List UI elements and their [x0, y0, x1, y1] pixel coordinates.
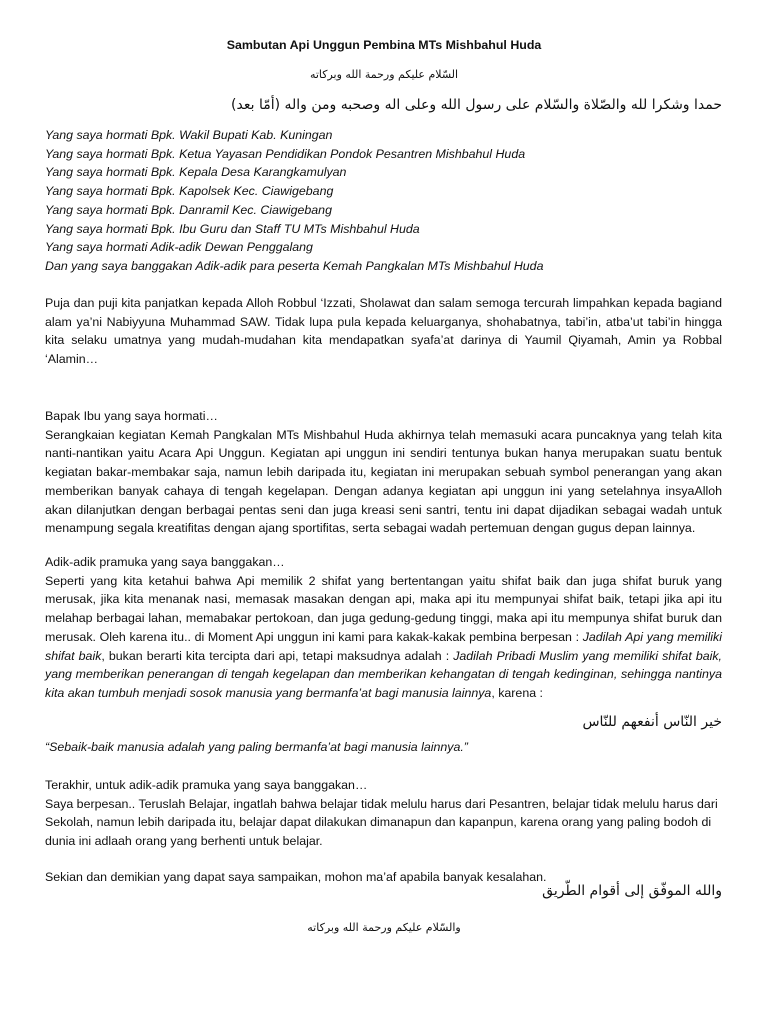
closing-line: Sekian dan demikian yang dapat saya sampaikan, mohon ma’af apabila banyak kesalahan. [45, 870, 547, 884]
greeting-line: Yang saya hormati Bpk. Wakil Bupati Kab. Kuningan [45, 128, 333, 142]
greeting-line: Yang saya hormati Bpk. Danramil Kec. Ciawigebang [45, 202, 332, 217]
greeting-line: Yang saya hormati Adik-adik Dewan Penggalang [45, 240, 313, 255]
section-terakhir [45, 776, 722, 851]
hadith-arabic: خير النّاس أنفعهم للنّاس [582, 714, 722, 730]
greeting-line: Yang saya hormati Bpk. Kapolsek Kec. Ciawigebang [45, 184, 334, 199]
text: , karena : [491, 685, 543, 700]
emphasis: Jadilah Api yang memiliki shifat baik [45, 629, 722, 663]
paragraph-puja: Puja dan puji kita panjatkan kepada Alloh Robbul ‘Izzati, Sholawat dan salam semoga tercurah limpahkan kepada bagiand alam ya’ni Nabiyyuna Muhammad SAW. Tidak lupa pula kepada keluarganya, shohabatnya, tabi’in, atba’ut tabi’in hingga kita selaku umatnya yang mudah-mudahan kita mendapatkan syafa’at darinya di Yaumil Qiyamah, Amin ya Robbal ‘Alamin… [45, 296, 722, 367]
section-heading: Adik-adik pramuka yang saya banggakan… [45, 555, 285, 569]
section-adik [45, 553, 722, 703]
section-heading: Bapak Ibu yang saya hormati… [45, 409, 218, 423]
greeting-line: Yang saya hormati Bpk. Ketua Yayasan Pendidikan Pondok Pesantren Mishbahul Huda [45, 146, 526, 161]
document-title: Sambutan Api Unggun Pembina MTs Mishbahul Huda [226, 38, 542, 52]
greetings-list [45, 126, 722, 276]
text: , bukan berarti kita tercipta dari api, tetapi maksudnya adalah : [101, 648, 454, 663]
paragraph-serangkaian: Serangkaian kegiatan Kemah Pangkalan MTs Mishbahul Huda akhirnya telah memasuki acara puncaknya yang telah kita nanti-nantikan yaitu Acara Api Unggun. Kegiatan api unggun ini sendiri tentunya bukan hanya merupakan suatu bentuk kegiatan bakar-membakar saja, namun lebih daripada itu, kegiatan ini merupakan sebuah symbol penerangan yang akan memberikan banyak cahaya di tengah kegelapan. Dengan adanya kegiatan api unggun ini yang setelahnya insyaAlloh akan dilanjutkan dengan berbagai pentas seni dan juga kreasi seni santri, tentu ini dapat dijadikan sebagai wadah untuk menampung segala kreatifitas dengan ajang sportifitas, serta sebagai wadah pertemuan dengan gugus depan lainnya. [45, 427, 722, 536]
greeting-line: Yang saya hormati Bpk. Kepala Desa Karangkamulyan [45, 165, 347, 180]
section-heading: Terakhir, untuk adik-adik pramuka yang saya banggakan… [45, 778, 368, 792]
salam-opening: السّلام عليكم ورحمة الله وبركاته [309, 68, 459, 81]
closing-arabic: والله الموفّق إلى أقوام الطّريق [542, 883, 722, 899]
text: Seperti yang kita ketahui bahwa Api memilik 2 shifat yang bertentangan yaitu shifat baik dan juga shifat buruk yang merusak, jika kita menanak nasi, memasak masakan dengan api, maka api itu mempunyai shifat baik, tetapi jika api itu melahap berbagai lahan, memabakar pertokoan, dan juga gedung-gedung tinggi, maka api itu mempunya shifat buruk dan merusak. Oleh karena itu.. di Moment Api unggun ini kami para kakak-kakak pembina berpesan : [45, 573, 722, 644]
greeting-line: Yang saya hormati Bpk. Ibu Guru dan Staff TU MTs Mishbahul Huda [45, 221, 420, 236]
emphasis: Jadilah Pribadi Muslim yang memiliki shifat baik, yang memberikan penerangan di tengah kegelapan dan memberikan kehangatan di tengah kedinginan, sehingga nantinya kita akan tumbuh menjadi sosok manusia yang bermanfa’at bagi manusia lainnya [45, 648, 722, 700]
hamdala: حمدا وشكرا لله والصّلاة والسّلام على رسول الله وعلى اله وصحبه ومن واله (أمّا بعد) [231, 97, 722, 113]
section-bapak [45, 407, 722, 538]
salam-closing: والسّلام عليكم ورحمة الله وبركاته [307, 921, 461, 934]
greeting-line: Dan yang saya banggakan Adik-adik para peserta Kemah Pangkalan MTs Mishbahul Huda [45, 258, 544, 273]
paragraph-pesan: Saya berpesan.. Teruslah Belajar, ingatlah bahwa belajar tidak melulu harus dari Pesantren, belajar tidak melulu harus dari Sekolah, namun lebih daripada itu, belajar dapat dilakukan dimanapun dan kapanpun, karena orang yang paling bodoh di dunia ini adlaah orang yang berhenti untuk belajar. [45, 796, 718, 849]
paragraph-api [45, 572, 722, 703]
hadith-translation: “Sebaik-baik manusia adalah yang paling bermanfa’at bagi manusia lainnya.” [45, 740, 468, 754]
